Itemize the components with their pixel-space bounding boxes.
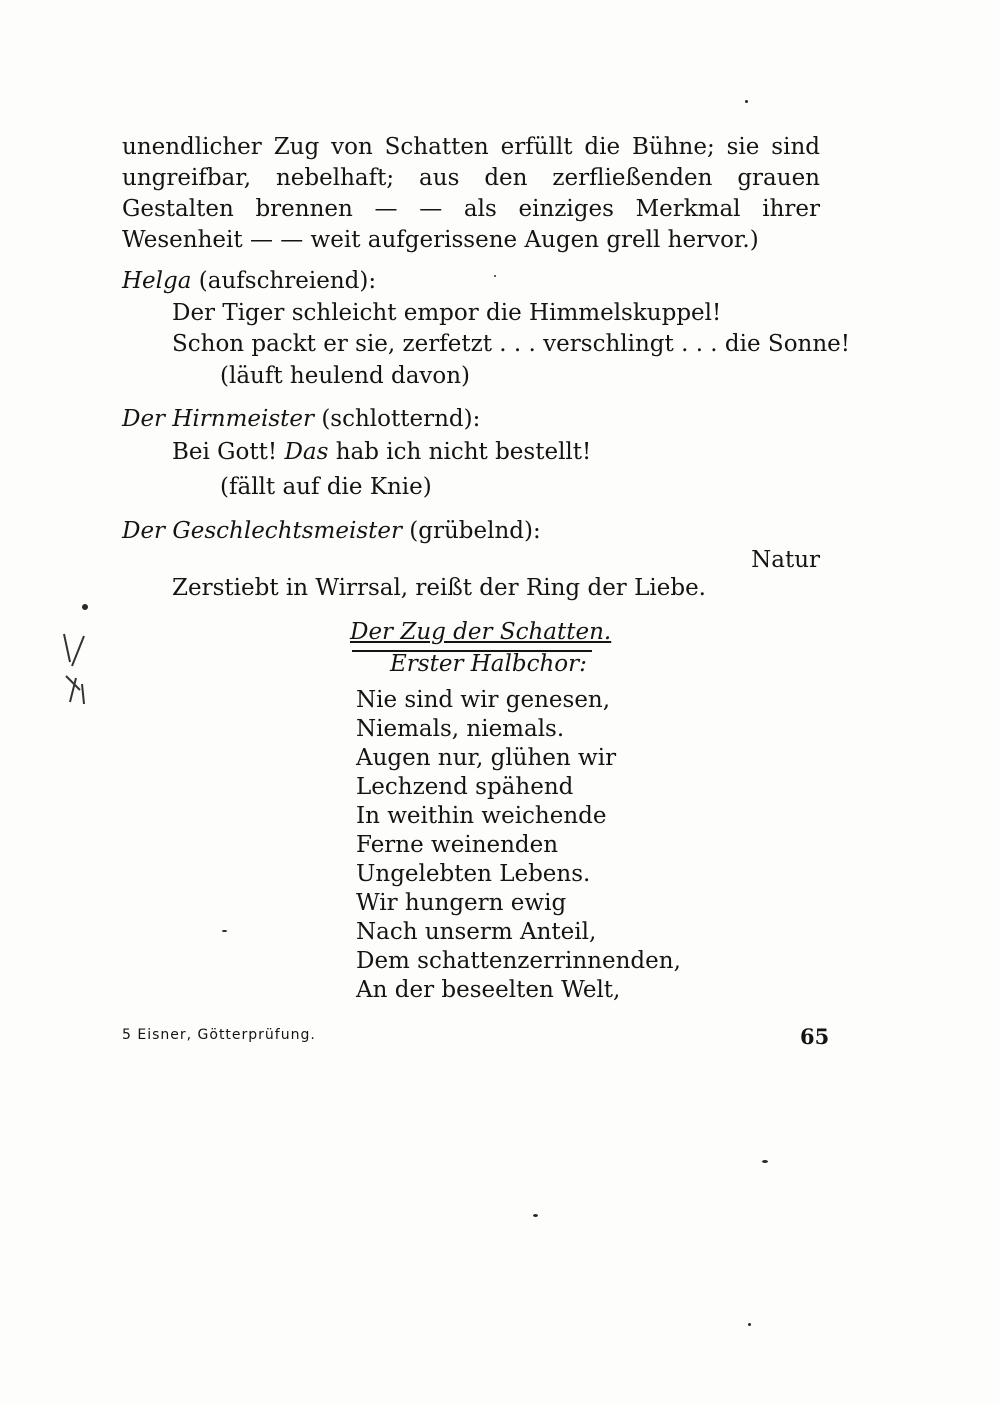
scan-speck xyxy=(533,1214,538,1217)
scan-speck xyxy=(748,1323,751,1326)
speaker-name: Helga xyxy=(122,268,192,294)
dialogue-line: Schon packt er sie, zerfetzt . . . verschlingt . . . die Sonne! xyxy=(172,331,851,357)
verse-line: Ungelebten Lebens. xyxy=(356,861,591,887)
margin-note: Natur xyxy=(751,547,820,573)
speaker-name: Der Hirnmeister xyxy=(122,406,315,432)
scan-speck xyxy=(82,604,88,610)
speaker-direction: (aufschreiend): xyxy=(198,268,377,294)
verse-line: Nach unserm Anteil, xyxy=(356,919,597,945)
dialogue-line: Zerstiebt in Wirrsal, reißt der Ring der Liebe. xyxy=(172,575,706,601)
dialogue-segment: hab ich nicht bestellt! xyxy=(328,439,592,465)
scan-speck xyxy=(745,100,748,103)
verse-line: Dem schattenzerrinnenden, xyxy=(356,948,681,974)
dialogue-line: Der Tiger schleicht empor die Himmelskuppel! xyxy=(172,300,722,326)
stage-action: (läuft heulend davon) xyxy=(220,363,471,389)
speaker-hirnmeister xyxy=(122,404,480,435)
scan-speck xyxy=(222,930,227,932)
scan-speck xyxy=(762,1160,768,1163)
stage-direction-paragraph xyxy=(122,132,820,256)
speaker-direction: (grübelnd): xyxy=(409,518,541,544)
verse-line: Ferne weinenden xyxy=(356,832,559,858)
dialogue-emphasis: Das xyxy=(284,439,329,465)
verse-line: Niemals, niemals. xyxy=(356,716,565,742)
dialogue-line xyxy=(172,437,591,468)
speaker-direction: (schlotternd): xyxy=(321,406,481,432)
chorus-subtitle: Erster Halbchor: xyxy=(390,651,587,677)
verse-line: Wir hungern ewig xyxy=(356,890,567,916)
speaker-geschlechtsmeister xyxy=(122,516,541,547)
verse-line: An der beseelten Welt, xyxy=(356,977,621,1003)
verse-line: In weithin weichende xyxy=(356,803,607,829)
dialogue-segment: Bei Gott! xyxy=(172,439,285,465)
signature-mark: 5 Eisner, Götterprüfung. xyxy=(122,1027,316,1043)
verse-line: Nie sind wir genesen, xyxy=(356,687,611,713)
verse-line: Augen nur, glühen wir xyxy=(356,745,617,771)
margin-pencil-mark xyxy=(56,632,96,706)
scan-speck xyxy=(494,275,496,277)
chorus-title: Der Zug der Schatten. xyxy=(350,619,612,645)
stage-action: (fällt auf die Knie) xyxy=(220,474,432,500)
verse-line: Lechzend spähend xyxy=(356,774,574,800)
speaker-helga xyxy=(122,266,376,297)
page-number: 65 xyxy=(800,1024,830,1049)
stage-direction-text: unendlicher Zug von Schatten erfüllt die Bühne; sie sind ungreifbar, nebelhaft; aus den zerfließenden grauen Gestalten brennen — — als einziges Merkmal ihrer Wesenheit — — weit aufgerissene Augen grell hervor.) xyxy=(122,134,820,253)
speaker-name: Der Geschlechtsmeister xyxy=(122,518,402,544)
